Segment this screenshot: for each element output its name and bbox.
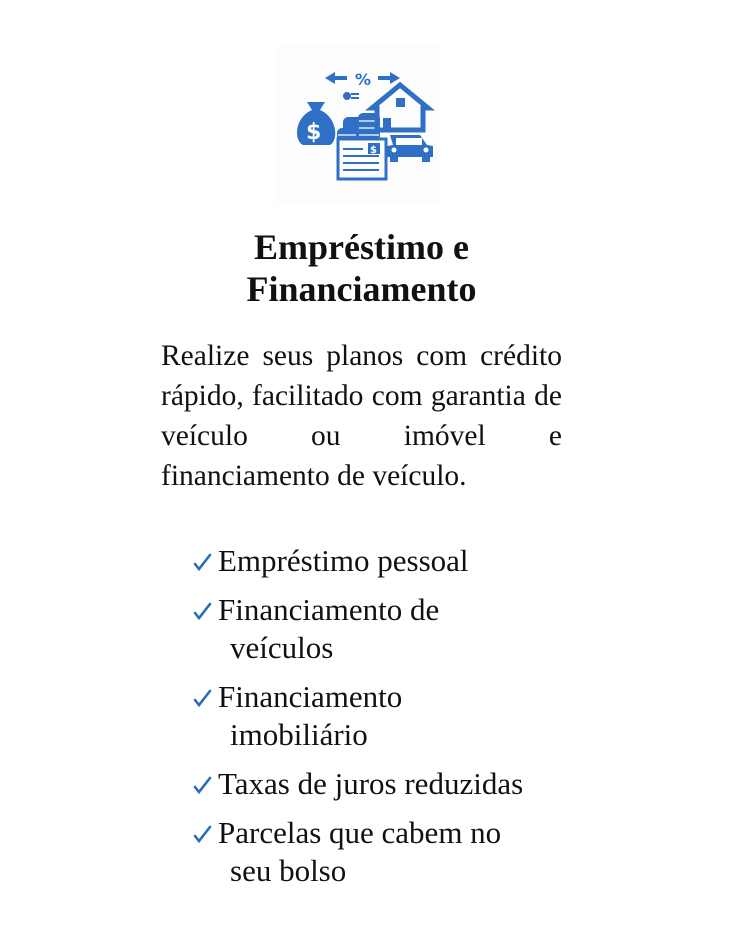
description-text: Realize seus planos com crédito rápido, facilitado com garantia de veículo ou imóvel e financiamento de veículo. (161, 340, 562, 492)
features-list (190, 542, 570, 901)
checkmark-icon (192, 819, 214, 845)
feature-item (190, 678, 570, 754)
feature-text: Financiamento de (218, 592, 440, 627)
feature-text-continued: veículos (230, 630, 334, 665)
page-title (180, 226, 543, 310)
feature-item (190, 542, 570, 580)
feature-text: Empréstimo pessoal (218, 543, 469, 578)
checkmark-icon (192, 770, 214, 796)
svg-text:%: % (355, 70, 372, 89)
checkmark-icon (192, 683, 214, 709)
feature-item (190, 591, 570, 667)
feature-text-continued: imobiliário (230, 717, 368, 752)
checkmark-icon (192, 547, 214, 573)
title-line-2: Financiamento (246, 269, 477, 309)
feature-text: Parcelas que cabem no (218, 815, 502, 850)
title-line-1: Empréstimo e (254, 227, 469, 267)
svg-text:$: $ (306, 120, 322, 145)
finance-icon (275, 45, 440, 205)
feature-text: Taxas de juros reduzidas (218, 766, 524, 801)
loan-financing-illustration (275, 45, 440, 205)
checkmark-icon (192, 596, 214, 622)
svg-text:$: $ (370, 145, 377, 156)
feature-item (190, 765, 570, 803)
feature-item (190, 814, 570, 890)
feature-text-continued: seu bolso (230, 853, 347, 888)
feature-text: Financiamento (218, 679, 403, 714)
